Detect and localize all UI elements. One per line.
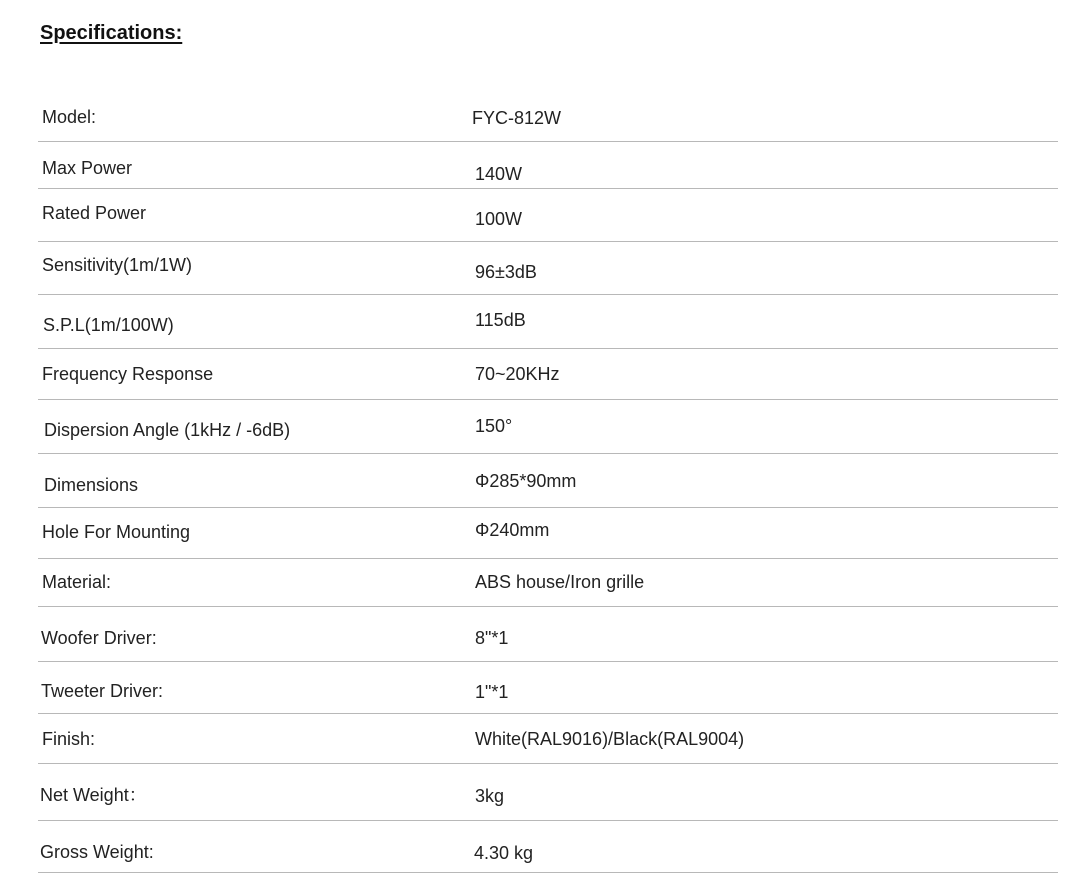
spec-row-material bbox=[38, 559, 1058, 607]
spec-label: Rated Power bbox=[42, 203, 147, 223]
spec-value: 8"*1 bbox=[475, 628, 509, 648]
spec-value: ABS house/Iron grille bbox=[475, 572, 645, 592]
spec-value: Φ240mm bbox=[475, 520, 550, 540]
spec-label: Dispersion Angle (1kHz / -6dB) bbox=[44, 420, 291, 440]
spec-value: 115dB bbox=[475, 310, 526, 330]
specifications-heading: Specifications: bbox=[40, 22, 183, 44]
spec-value: FYC-812W bbox=[472, 108, 562, 128]
spec-label: S.P.L(1m/100W) bbox=[43, 315, 174, 335]
spec-value: 70~20KHz bbox=[475, 364, 560, 384]
spec-label: Woofer Driver: bbox=[41, 628, 157, 648]
spec-label: Finish: bbox=[42, 729, 96, 749]
spec-label: Dimensions bbox=[44, 475, 139, 495]
spec-row-model bbox=[38, 93, 1058, 142]
spec-label: Net Weight： bbox=[40, 785, 147, 805]
spec-row-finish bbox=[38, 714, 1058, 764]
spec-label: Sensitivity(1m/1W) bbox=[42, 255, 193, 275]
spec-label: Tweeter Driver: bbox=[41, 681, 164, 701]
spec-row-woofer-driver bbox=[38, 607, 1058, 662]
spec-label: Model: bbox=[42, 107, 97, 127]
spec-row-spl bbox=[38, 295, 1058, 349]
spec-value: 140W bbox=[475, 164, 523, 184]
spec-value: Φ285*90mm bbox=[475, 471, 577, 491]
spec-row-gross-weight bbox=[38, 821, 1058, 873]
spec-label: Material: bbox=[42, 572, 112, 592]
spec-label: Frequency Response bbox=[42, 364, 214, 384]
spec-row-rated-power bbox=[38, 189, 1058, 242]
spec-value: 96±3dB bbox=[475, 262, 537, 282]
spec-row-hole-for-mounting bbox=[38, 508, 1058, 559]
spec-row-frequency-response bbox=[38, 349, 1058, 400]
spec-label: Gross Weight: bbox=[40, 842, 154, 862]
spec-label: Hole For Mounting bbox=[42, 522, 191, 542]
spec-value: White(RAL9016)/Black(RAL9004) bbox=[475, 729, 745, 749]
spec-row-dimensions bbox=[38, 454, 1058, 508]
spec-row-sensitivity bbox=[38, 242, 1058, 295]
spec-row-dispersion-angle bbox=[38, 400, 1058, 454]
spec-label: Max Power bbox=[42, 158, 133, 178]
spec-value: 3kg bbox=[475, 786, 505, 806]
spec-value: 150° bbox=[475, 416, 513, 436]
spec-value: 100W bbox=[475, 209, 523, 229]
spec-row-net-weight bbox=[38, 764, 1058, 821]
spec-row-tweeter-driver bbox=[38, 662, 1058, 714]
spec-row-max-power bbox=[38, 142, 1058, 189]
specifications-table bbox=[38, 93, 1058, 873]
spec-value: 4.30 kg bbox=[474, 843, 534, 863]
spec-value: 1"*1 bbox=[475, 682, 509, 702]
